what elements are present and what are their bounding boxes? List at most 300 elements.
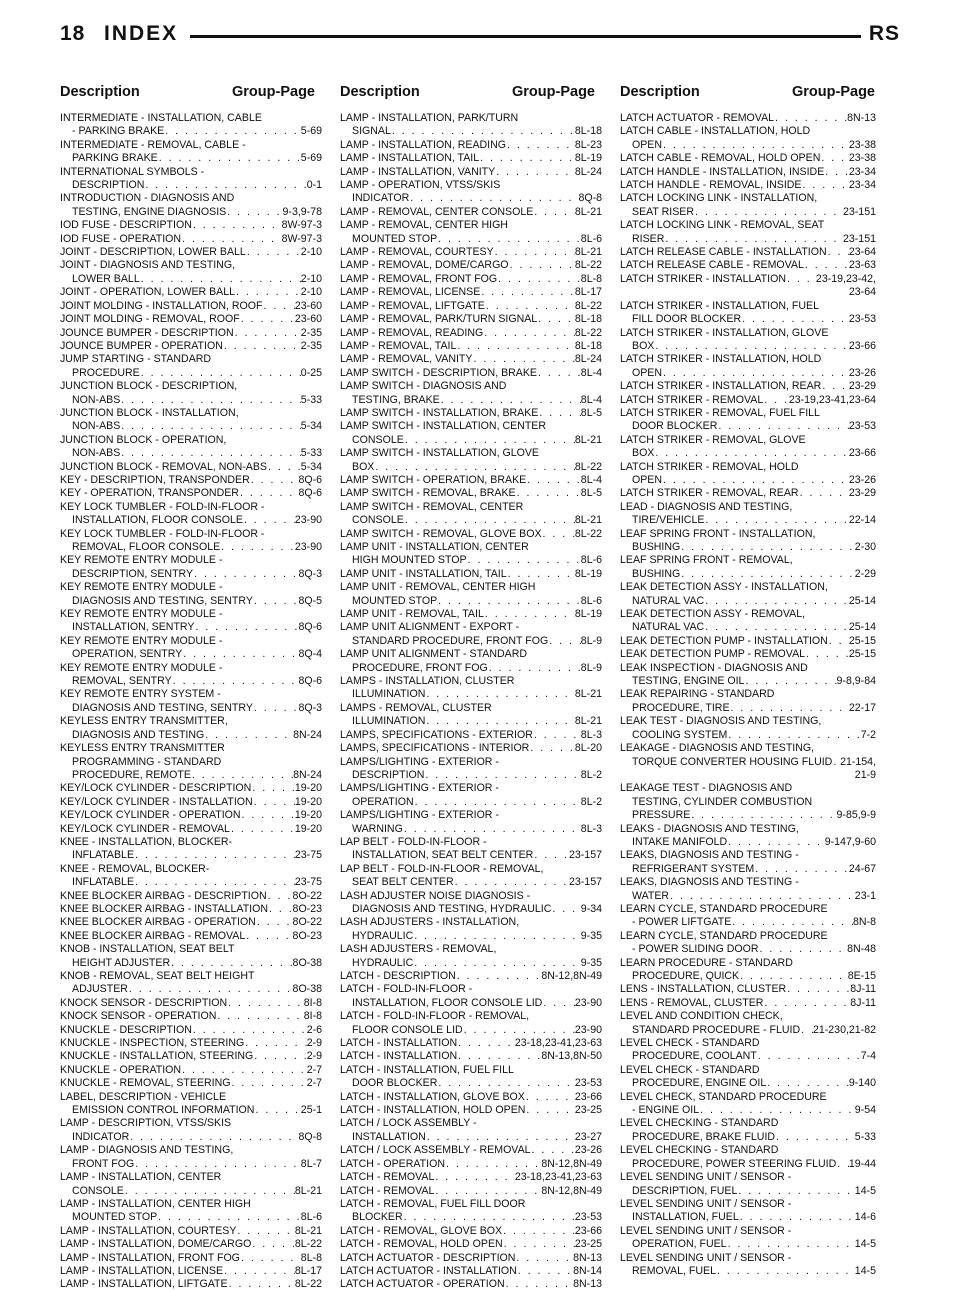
dot-leader <box>170 957 292 970</box>
dot-leader <box>821 380 849 393</box>
column-header-3 <box>620 84 875 102</box>
index-entry <box>60 1225 322 1238</box>
group-page-ref: 23-66 <box>848 339 876 352</box>
index-entry <box>60 1158 322 1171</box>
group-page-ref: 23-26 <box>848 473 876 486</box>
entry-text: LATCH - INSTALLATION <box>340 1037 458 1050</box>
entry-text: OPEN <box>632 366 663 379</box>
group-page-ref: 8N-12,8N-49 <box>541 970 602 982</box>
index-entry <box>620 1158 876 1171</box>
dot-leader <box>662 474 849 487</box>
index-entry <box>60 876 322 889</box>
entry-text: DIAGNOSIS AND TESTING, SENTRY <box>72 594 253 607</box>
group-page-ref: 2-10 <box>300 286 322 299</box>
entry-text: LEAK DETECTION PUMP - INSTALLATION <box>620 634 828 647</box>
group-page-ref: 14-5 <box>854 1264 876 1277</box>
group-page-ref: 9-35 <box>580 956 602 969</box>
dot-leader <box>827 246 849 259</box>
entry-text: LATCH STRIKER - REMOVAL <box>620 393 764 406</box>
index-entry <box>620 595 876 608</box>
dot-leader <box>737 1185 854 1198</box>
column-header-1 <box>60 84 315 102</box>
index-entry <box>340 662 602 675</box>
entry-text: KEY/LOCK CYLINDER - OPERATION <box>60 809 241 822</box>
index-entry <box>60 420 322 433</box>
dot-leader <box>774 112 847 125</box>
entry-text: LATCH RELEASE CABLE - INSTALLATION <box>620 246 827 259</box>
group-page-ref: 8Q-5 <box>298 594 322 607</box>
index-entry <box>60 702 322 715</box>
dot-leader <box>172 675 299 688</box>
group-page-ref: 8O-22 <box>292 889 322 902</box>
entry-text: OPEN <box>632 138 663 151</box>
dot-leader <box>832 756 840 769</box>
index-entry <box>340 206 602 219</box>
index-entry-line: LATCH STRIKER - REMOVAL, FUEL FILL <box>620 406 820 419</box>
dot-leader <box>241 809 295 822</box>
index-entry <box>340 1171 602 1184</box>
index-entry-line: KEY LOCK TUMBLER - FOLD-IN-FLOOR - <box>60 527 265 540</box>
group-page-ref: 8Q-8 <box>578 192 602 205</box>
entry-text: INDICATOR <box>72 1130 130 1143</box>
dot-leader <box>480 286 575 299</box>
group-page-ref: 23-53 <box>848 313 876 326</box>
dot-leader <box>254 1104 300 1117</box>
index-entry <box>60 1131 322 1144</box>
group-page-ref: 8L-21 <box>294 1224 322 1237</box>
dot-leader <box>403 823 581 836</box>
group-page-ref: 8L-5 <box>580 487 602 500</box>
entry-text: ILLUMINATION <box>352 715 426 728</box>
entry-text: LAMPS, SPECIFICATIONS - EXTERIOR <box>340 728 533 741</box>
index-entry-line: LATCH STRIKER - REMOVAL, HOLD <box>620 460 799 473</box>
index-entry <box>620 1265 876 1278</box>
index-entry <box>60 903 322 916</box>
group-page-ref: 23-90 <box>574 1023 602 1036</box>
group-page-ref: 2-10 <box>300 246 322 259</box>
group-page-ref: 2-6 <box>306 1023 322 1036</box>
dot-leader <box>230 823 295 836</box>
group-page-ref: 8O-38 <box>292 956 322 969</box>
index-entry-line: KEY LOCK TUMBLER - FOLD-IN-FLOOR - <box>60 500 265 513</box>
group-page-ref: 23-18,23-41,23-63 <box>514 1037 602 1050</box>
dot-leader <box>533 206 575 219</box>
entry-text: DIAGNOSIS AND TESTING <box>72 728 205 741</box>
dot-leader <box>507 568 575 581</box>
dot-leader <box>654 447 849 460</box>
index-entry <box>620 487 876 500</box>
group-page-ref: 8I-8 <box>303 1010 322 1023</box>
index-entry-line: INTERMEDIATE - REMOVAL, CABLE - <box>60 138 246 151</box>
index-entry <box>340 1077 602 1090</box>
dot-leader <box>502 1225 575 1238</box>
group-page-ref: 8Q-6 <box>298 621 322 634</box>
entry-text: PROCEDURE <box>72 366 140 379</box>
dot-leader <box>744 675 836 688</box>
index-entry-line: LEVEL CHECKING - STANDARD <box>620 1117 779 1130</box>
group-page-ref: 24-67 <box>848 862 876 875</box>
entry-text: KEY - DESCRIPTION, TRANSPONDER <box>60 473 250 486</box>
entry-text: FRONT FOG <box>72 1157 135 1170</box>
page-number: 18 <box>60 22 86 45</box>
entry-text: KNUCKLE - REMOVAL, STEERING <box>60 1077 231 1090</box>
index-entry-line: KEY REMOTE ENTRY MODULE - <box>60 608 223 621</box>
dot-leader <box>717 420 849 433</box>
entry-text: JOINT MOLDING - INSTALLATION, ROOF <box>60 299 263 312</box>
dot-leader <box>533 849 569 862</box>
index-entry <box>340 970 602 983</box>
dot-leader <box>799 487 849 500</box>
index-entry-line: LATCH STRIKER - INSTALLATION, GLOVE <box>620 326 829 339</box>
dot-leader <box>454 876 569 889</box>
dot-leader <box>262 300 294 313</box>
group-page-ref: 9-8,9-84 <box>836 675 876 688</box>
index-entry <box>60 1278 322 1291</box>
index-entry-line: LAMPS/LIGHTING - EXTERIOR - <box>340 782 499 795</box>
group-page-ref: 0-25 <box>300 366 322 379</box>
group-page-ref: 8N-13 <box>573 1251 602 1264</box>
index-column-1 <box>60 112 322 1292</box>
dot-leader <box>236 1225 294 1238</box>
dot-leader <box>240 313 295 326</box>
index-entry-line: LAMP UNIT ALIGNMENT - STANDARD <box>340 648 527 661</box>
group-page-ref: 8L-2 <box>580 795 602 808</box>
dot-leader <box>525 1104 574 1117</box>
group-page-ref: 23-19,23-42, <box>815 272 876 285</box>
group-page-ref: 23-90 <box>294 514 322 527</box>
index-entry-line: LEAK DETECTION ASSY - REMOVAL, <box>620 608 806 621</box>
dot-leader <box>124 1185 295 1198</box>
index-entry <box>60 983 322 996</box>
group-page-ref: 5-33 <box>854 1130 876 1143</box>
group-page-ref: 23-151 <box>843 205 876 218</box>
entry-text: LAMP - INSTALLATION, VANITY <box>340 165 496 178</box>
entry-text: KNEE BLOCKER AIRBAG - INSTALLATION <box>60 902 269 915</box>
index-entry-line: LEVEL CHECKING - STANDARD <box>620 1144 779 1157</box>
index-entry <box>60 1077 322 1090</box>
entry-text: MOUNTED STOP <box>352 232 438 245</box>
dot-leader <box>484 608 575 621</box>
dot-leader <box>134 1158 301 1171</box>
dot-leader <box>467 554 581 567</box>
index-entry <box>620 273 876 286</box>
group-page-ref: 8L-9 <box>580 661 602 674</box>
entry-text: LAMP SWITCH - REMOVAL, GLOVE BOX <box>340 527 542 540</box>
dot-leader <box>220 541 295 554</box>
index-entry-line: LAMP - INSTALLATION, CENTER HIGH <box>60 1197 251 1210</box>
group-page-ref: 8L-21 <box>574 715 602 728</box>
group-page-ref: 8Q-3 <box>298 567 322 580</box>
group-page-ref: 14-5 <box>854 1184 876 1197</box>
index-entry-line: KNEE - REMOVAL, BLOCKER- <box>60 862 210 875</box>
index-entry <box>340 1144 602 1157</box>
entry-text: PROCEDURE, REMOTE <box>72 768 191 781</box>
index-entry <box>620 259 876 272</box>
index-entry <box>620 769 876 782</box>
entry-text: JOUNCE BUMPER - OPERATION <box>60 339 223 352</box>
group-page-ref: 8L-6 <box>580 594 602 607</box>
group-page-ref: 23-66 <box>848 447 876 460</box>
entry-text: INFLATABLE <box>72 849 135 862</box>
group-page-ref: 8Q-3 <box>298 701 322 714</box>
dot-leader <box>472 353 574 366</box>
index-entry <box>60 273 322 286</box>
index-entry <box>60 849 322 862</box>
index-entry-line: LEVEL SENDING UNIT / SENSOR - <box>620 1197 792 1210</box>
index-entry <box>60 1050 322 1063</box>
entry-text: LAMP - REMOVAL, VANITY <box>340 353 473 366</box>
index-entry <box>620 112 876 125</box>
index-entry <box>340 796 602 809</box>
group-page-ref: 23-1 <box>854 889 876 902</box>
index-entry <box>620 206 876 219</box>
entry-text: BOX <box>632 339 655 352</box>
dot-leader <box>251 782 295 795</box>
entry-text: LAMP UNIT - REMOVAL, TAIL <box>340 608 484 621</box>
dot-leader <box>731 916 853 929</box>
entry-text: INSTALLATION, SEAT BELT CENTER <box>352 849 534 862</box>
dot-leader <box>250 474 299 487</box>
index-entry <box>620 635 876 648</box>
index-entry <box>340 1037 602 1050</box>
index-entry-line: LAMP SWITCH - INSTALLATION, GLOVE <box>340 447 539 460</box>
index-entry-line: LAMP UNIT ALIGNMENT - EXPORT - <box>340 621 520 634</box>
index-entry <box>60 1024 322 1037</box>
dot-leader <box>824 166 849 179</box>
dot-leader <box>223 340 301 353</box>
entry-text: MOUNTED STOP <box>352 594 438 607</box>
dot-leader <box>426 1131 575 1144</box>
group-page-ref: 8J-11 <box>850 983 876 996</box>
index-entry-line: INTERNATIONAL SYMBOLS - <box>60 165 205 178</box>
index-entry <box>60 1211 322 1224</box>
index-entry <box>340 125 602 138</box>
index-entry-line: LEVEL CHECK - STANDARD <box>620 1063 760 1076</box>
entry-text: LATCH RELEASE CABLE - REMOVAL <box>620 259 804 272</box>
dot-leader <box>253 796 295 809</box>
group-page-ref: 8N-13 <box>573 1278 602 1291</box>
group-page-ref: 2-35 <box>300 339 322 352</box>
index-entry <box>620 621 876 634</box>
entry-text: IOD FUSE - DESCRIPTION <box>60 219 192 232</box>
entry-text: INSTALLATION, FLOOR CONSOLE <box>72 514 243 527</box>
dot-leader <box>256 916 293 929</box>
dot-leader <box>456 970 542 983</box>
dot-leader <box>223 1265 295 1278</box>
index-entry <box>60 514 322 527</box>
index-entry <box>620 1077 876 1090</box>
index-entry-line: LEVEL CHECK, STANDARD PROCEDURE <box>620 1090 827 1103</box>
index-entry-line: LAMPS - REMOVAL, CLUSTER <box>340 701 492 714</box>
index-entry-line: LAP BELT - FOLD-IN-FLOOR - REMOVAL, <box>340 862 544 875</box>
index-entry <box>620 286 876 299</box>
entry-text: NATURAL VAC <box>632 594 705 607</box>
dot-leader <box>192 1024 307 1037</box>
index-entry <box>340 487 602 500</box>
index-entry <box>340 1158 602 1171</box>
index-entry-line: JUNCTION BLOCK - DESCRIPTION, <box>60 380 238 393</box>
index-entry <box>340 152 602 165</box>
index-entry <box>620 916 876 929</box>
entry-text: PROCEDURE, FRONT FOG <box>352 661 488 674</box>
group-page-ref: 8L-21 <box>294 1184 322 1197</box>
group-page-ref: 2-7 <box>306 1063 322 1076</box>
entry-text: MOUNTED STOP <box>72 1211 158 1224</box>
index-entry <box>620 367 876 380</box>
index-entry <box>620 313 876 326</box>
dot-leader <box>804 259 849 272</box>
index-entry <box>620 1024 876 1037</box>
entry-text: LATCH - REMOVAL, HOLD OPEN <box>340 1238 503 1251</box>
index-entry-line: LAMPS/LIGHTING - EXTERIOR - <box>340 809 499 822</box>
entry-text: LATCH ACTUATOR - REMOVAL <box>620 112 775 124</box>
entry-text: HYDRAULIC <box>352 929 414 942</box>
group-page-ref: 23-18,23-41,23-63 <box>514 1171 602 1184</box>
dot-leader <box>404 514 575 527</box>
group-page-ref: 25-15 <box>848 648 876 661</box>
index-entry <box>60 957 322 970</box>
entry-text: DOOR BLOCKER <box>352 1077 438 1090</box>
group-page-ref: 8L-24 <box>574 353 602 366</box>
index-entry <box>340 997 602 1010</box>
entry-text: SEAT RISER <box>632 205 695 218</box>
index-entry-line: LASH ADJUSTER NOISE DIAGNOSIS - <box>340 889 531 902</box>
entry-text: LAMP SWITCH - OPERATION, BRAKE <box>340 473 527 486</box>
entry-text: PARKING BRAKE <box>72 152 158 165</box>
index-entry <box>60 782 322 795</box>
group-page-ref: 8Q-6 <box>298 675 322 688</box>
index-entry <box>60 246 322 259</box>
group-page-ref: 23-26 <box>848 366 876 379</box>
group-page-ref: 8L-4 <box>580 366 602 379</box>
entry-text: TIRE/VEHICLE <box>632 514 705 527</box>
index-entry-line: LAMPS - INSTALLATION, CLUSTER <box>340 675 515 688</box>
index-entry-line: LATCH - INSTALLATION, FUEL FILL <box>340 1063 514 1076</box>
dot-leader <box>251 1238 295 1251</box>
group-page-ref: 5-69 <box>300 152 322 165</box>
group-page-ref: 8L-8 <box>580 272 602 285</box>
group-page-ref: 8N-24 <box>293 768 322 781</box>
index-entry <box>60 648 322 661</box>
dot-leader <box>495 166 575 179</box>
dot-leader <box>463 1024 575 1037</box>
dot-leader <box>424 769 580 782</box>
group-page-ref: 8I-8 <box>303 996 322 1009</box>
entry-text: LAMP - INSTALLATION, TAIL <box>340 152 480 165</box>
group-page-ref: 23-38 <box>848 138 876 151</box>
group-page-ref: 23-19,23-41,23-64 <box>788 393 876 406</box>
dot-leader <box>786 273 816 286</box>
index-entry <box>60 1064 322 1077</box>
entry-text: PROCEDURE, COOLANT <box>632 1050 757 1063</box>
index-entry-line: LEAF SPRING FRONT - INSTALLATION, <box>620 527 816 540</box>
dot-leader <box>434 1185 541 1198</box>
dot-leader <box>529 742 575 755</box>
entry-text: LAMP UNIT - INSTALLATION, TAIL <box>340 567 507 580</box>
entry-text: NON-ABS <box>72 420 121 433</box>
index-entry-line: TESTING, CYLINDER COMBUSTION <box>632 795 813 808</box>
group-page-ref: 9-34 <box>580 902 602 915</box>
dot-leader <box>445 1158 541 1171</box>
index-entry <box>340 166 602 179</box>
entry-text: KEY/LOCK CYLINDER - REMOVAL <box>60 822 230 835</box>
index-entry <box>340 1238 602 1251</box>
entry-text: DESCRIPTION <box>72 179 145 192</box>
group-page-ref: 23-29 <box>848 380 876 393</box>
index-entry <box>60 823 322 836</box>
entry-text: LAMP - INSTALLATION, COURTESY <box>60 1224 237 1237</box>
group-page-ref: 23-53 <box>574 1211 602 1224</box>
group-page-ref: 19-20 <box>294 782 322 795</box>
dot-leader <box>268 903 293 916</box>
dot-leader <box>413 957 581 970</box>
index-entry-line: LEARN CYCLE, STANDARD PROCEDURE <box>620 902 828 915</box>
index-entry <box>60 152 322 165</box>
dot-leader <box>164 125 301 138</box>
index-entry-line: LASH ADJUSTERS - INSTALLATION, <box>340 916 520 929</box>
index-entry <box>60 621 322 634</box>
index-entry <box>620 1185 876 1198</box>
entry-text: LATCH / LOCK ASSEMBLY - REMOVAL <box>340 1144 531 1157</box>
dot-leader <box>374 461 575 474</box>
index-entry-line: LAMP - DIAGNOSIS AND TESTING, <box>60 1144 234 1157</box>
group-page-heading: Group-Page <box>232 84 315 100</box>
index-entry <box>60 1104 322 1117</box>
group-page-ref: 8N-13 <box>847 112 876 124</box>
dot-leader <box>437 595 581 608</box>
dot-leader <box>509 259 575 272</box>
index-entry <box>340 903 602 916</box>
entry-text: TESTING, ENGINE OIL <box>632 675 745 688</box>
index-entry <box>620 514 876 527</box>
group-page-ref: 8O-23 <box>292 929 322 942</box>
index-entry-line: LEAK DETECTION ASSY - INSTALLATION, <box>620 581 828 594</box>
dot-leader <box>267 461 301 474</box>
index-entry <box>620 394 876 407</box>
index-entry <box>340 434 602 447</box>
index-entry-line: LAMP UNIT - REMOVAL, CENTER HIGH <box>340 581 536 594</box>
group-page-ref: 8N-12,8N-49 <box>541 1157 602 1170</box>
group-page-ref: 5-34 <box>300 460 322 473</box>
entry-text: LATCH STRIKER - INSTALLATION <box>620 272 786 285</box>
entry-text: LAMP - INSTALLATION, DOME/CARGO <box>60 1238 252 1251</box>
dot-leader <box>235 286 301 299</box>
entry-text: LENS - REMOVAL, CLUSTER <box>620 996 764 1009</box>
index-entry <box>60 340 322 353</box>
entry-text: STANDARD PROCEDURE - FLUID <box>632 1023 801 1036</box>
dot-leader <box>440 394 581 407</box>
group-page-ref: 23-63 <box>848 259 876 272</box>
group-page-ref: 23-53 <box>574 1077 602 1090</box>
index-entry <box>620 1211 876 1224</box>
index-entry <box>60 313 322 326</box>
index-entry-line: LEVEL CHECK - STANDARD <box>620 1037 760 1050</box>
entry-text: TESTING, BRAKE <box>352 393 440 406</box>
index-entry <box>60 1265 322 1278</box>
index-entry <box>60 930 322 943</box>
dot-leader <box>704 595 849 608</box>
entry-text: LAMP - REMOVAL, TAIL <box>340 339 457 352</box>
entry-text: OPEN <box>632 473 663 486</box>
index-entry <box>340 340 602 353</box>
dot-leader <box>244 1037 306 1050</box>
group-page-ref: 8L-2 <box>580 768 602 781</box>
group-page-ref: 23-75 <box>294 876 322 889</box>
entry-text: HEIGHT ADJUSTER <box>72 956 171 969</box>
entry-text: LAMP SWITCH - DESCRIPTION, BRAKE <box>340 366 537 379</box>
index-entry <box>60 461 322 474</box>
dot-leader <box>662 367 849 380</box>
